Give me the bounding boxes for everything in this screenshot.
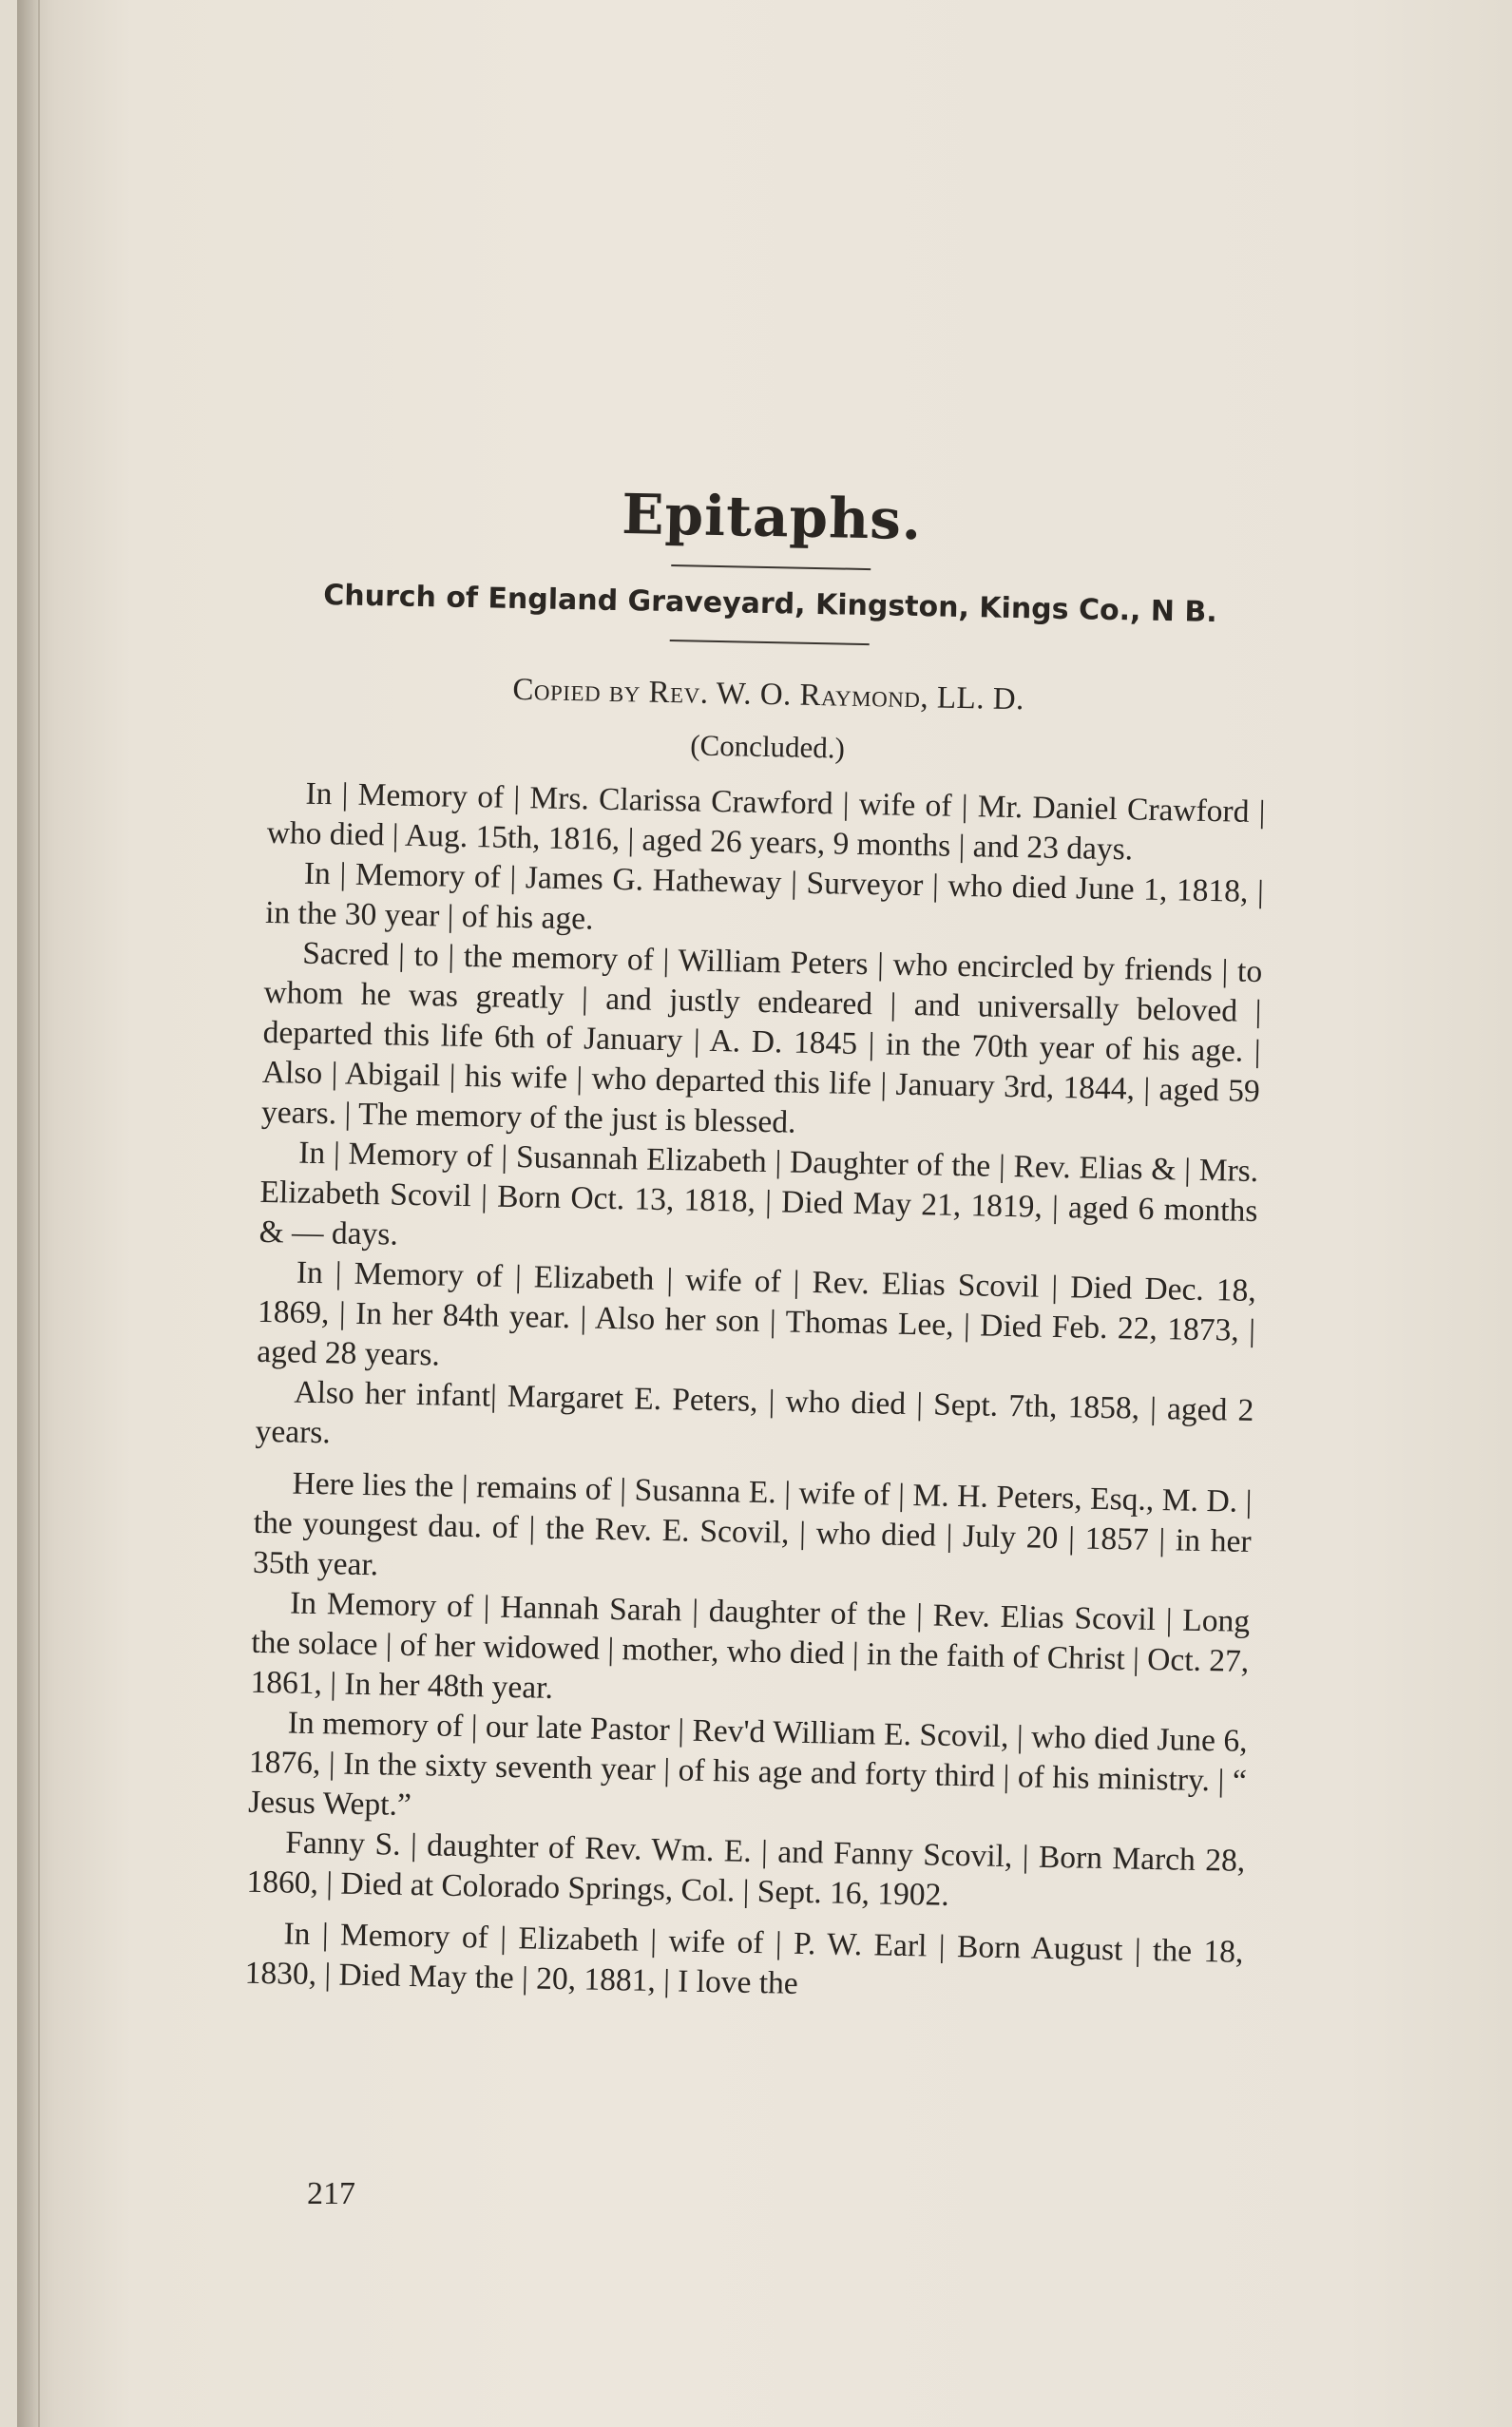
byline: Copied by Rev. W. O. Raymond, LL. D. [512, 672, 1025, 717]
page-title: Epitaphs. [621, 482, 923, 553]
status-note: (Concluded.) [689, 728, 846, 765]
spine-edge [38, 0, 40, 2427]
text-block [244, 475, 1271, 2013]
book-gutter [17, 0, 38, 2427]
epitaph-entry: In Memory of | Hannah Sarah | daughter of the | Rev. Elias Scovil | Long the solace | of her widowed | mother, who died | in the faith of Christ | Oct. 27, 1861, | In her 48th year. [250, 1585, 1251, 1706]
epitaph-entry: Also her infant| Margaret E. Peters, | who died | Sept. 7th, 1858, | aged 2 years. [255, 1374, 1254, 1451]
epitaph-entry: In | Memory of | Elizabeth | wife of | P. W. Earl | Born August | the 18, 1830, | Died May the | 20, 1881, | I love the [244, 1916, 1244, 2001]
book-page [17, 0, 1512, 2427]
epitaph-entry: Fanny S. | daughter of Rev. Wm. E. | and Fanny Scovil, | Born March 28, 1860, | Died at Colorado Springs, Col. | Sept. 16, 1902. [246, 1825, 1246, 1913]
epitaph-entry: In | Memory of | Elizabeth | wife of | Rev. Elias Scovil | Died Dec. 18, 1869, | In her 84th year. | Also her son | Thomas Lee, | Died Feb. 22, 1873, | aged 28 years. [256, 1254, 1257, 1373]
epitaph-entry: In memory of | our late Pastor | Rev'd William E. Scovil, | who died June 6, 1876, | In the sixty seventh year | of his age and forty third | of his ministry. | “ Jesus Wept.” [247, 1705, 1248, 1824]
title-rule [671, 564, 871, 570]
epitaph-entry: In | Memory of | Susannah Elizabeth | Daughter of the | Rev. Elias & | Mrs. Elizabeth Scovil | Born Oct. 13, 1818, | Died May 21, 1819, | aged 6 months & — days. [258, 1135, 1259, 1252]
epitaph-entry: In | Memory of | Mrs. Clarissa Crawford | wife of | Mr. Daniel Crawford | who died | Aug. 15th, 1816, | aged 26 years, 9 months | and 23 days. [266, 775, 1266, 868]
subtitle-rule [670, 640, 870, 645]
epitaph-entry: In | Memory of | James G. Hatheway | Surveyor | who died June 1, 1818, | in the 30 year | of his age. [264, 855, 1265, 937]
epitaph-entry: Here lies the | remains of | Susanna E. | wife of | M. H. Peters, Esq., M. D. | the youngest dau. of | the Rev. E. Scovil, | who died | July 20 | 1857 | in her 35th year. [252, 1465, 1253, 1583]
epitaph-entry: Sacred | to | the memory of | William Peters | who encircled by friends | to whom he was greatly | and justly endeared | and universally beloved | departed this life 6th of January | A. D. 1845 | in the 70th year of his age. | Also | Abigail | his wife | who departed this life | January 3rd, 1844, | aged 59 years. | The memory of the just is blessed. [260, 935, 1263, 1140]
page-subtitle: Church of England Graveyard, Kingston, Kings Co., N B. [322, 579, 1218, 630]
page-number: 217 [307, 2176, 355, 2211]
epitaph-list [244, 774, 1265, 2013]
